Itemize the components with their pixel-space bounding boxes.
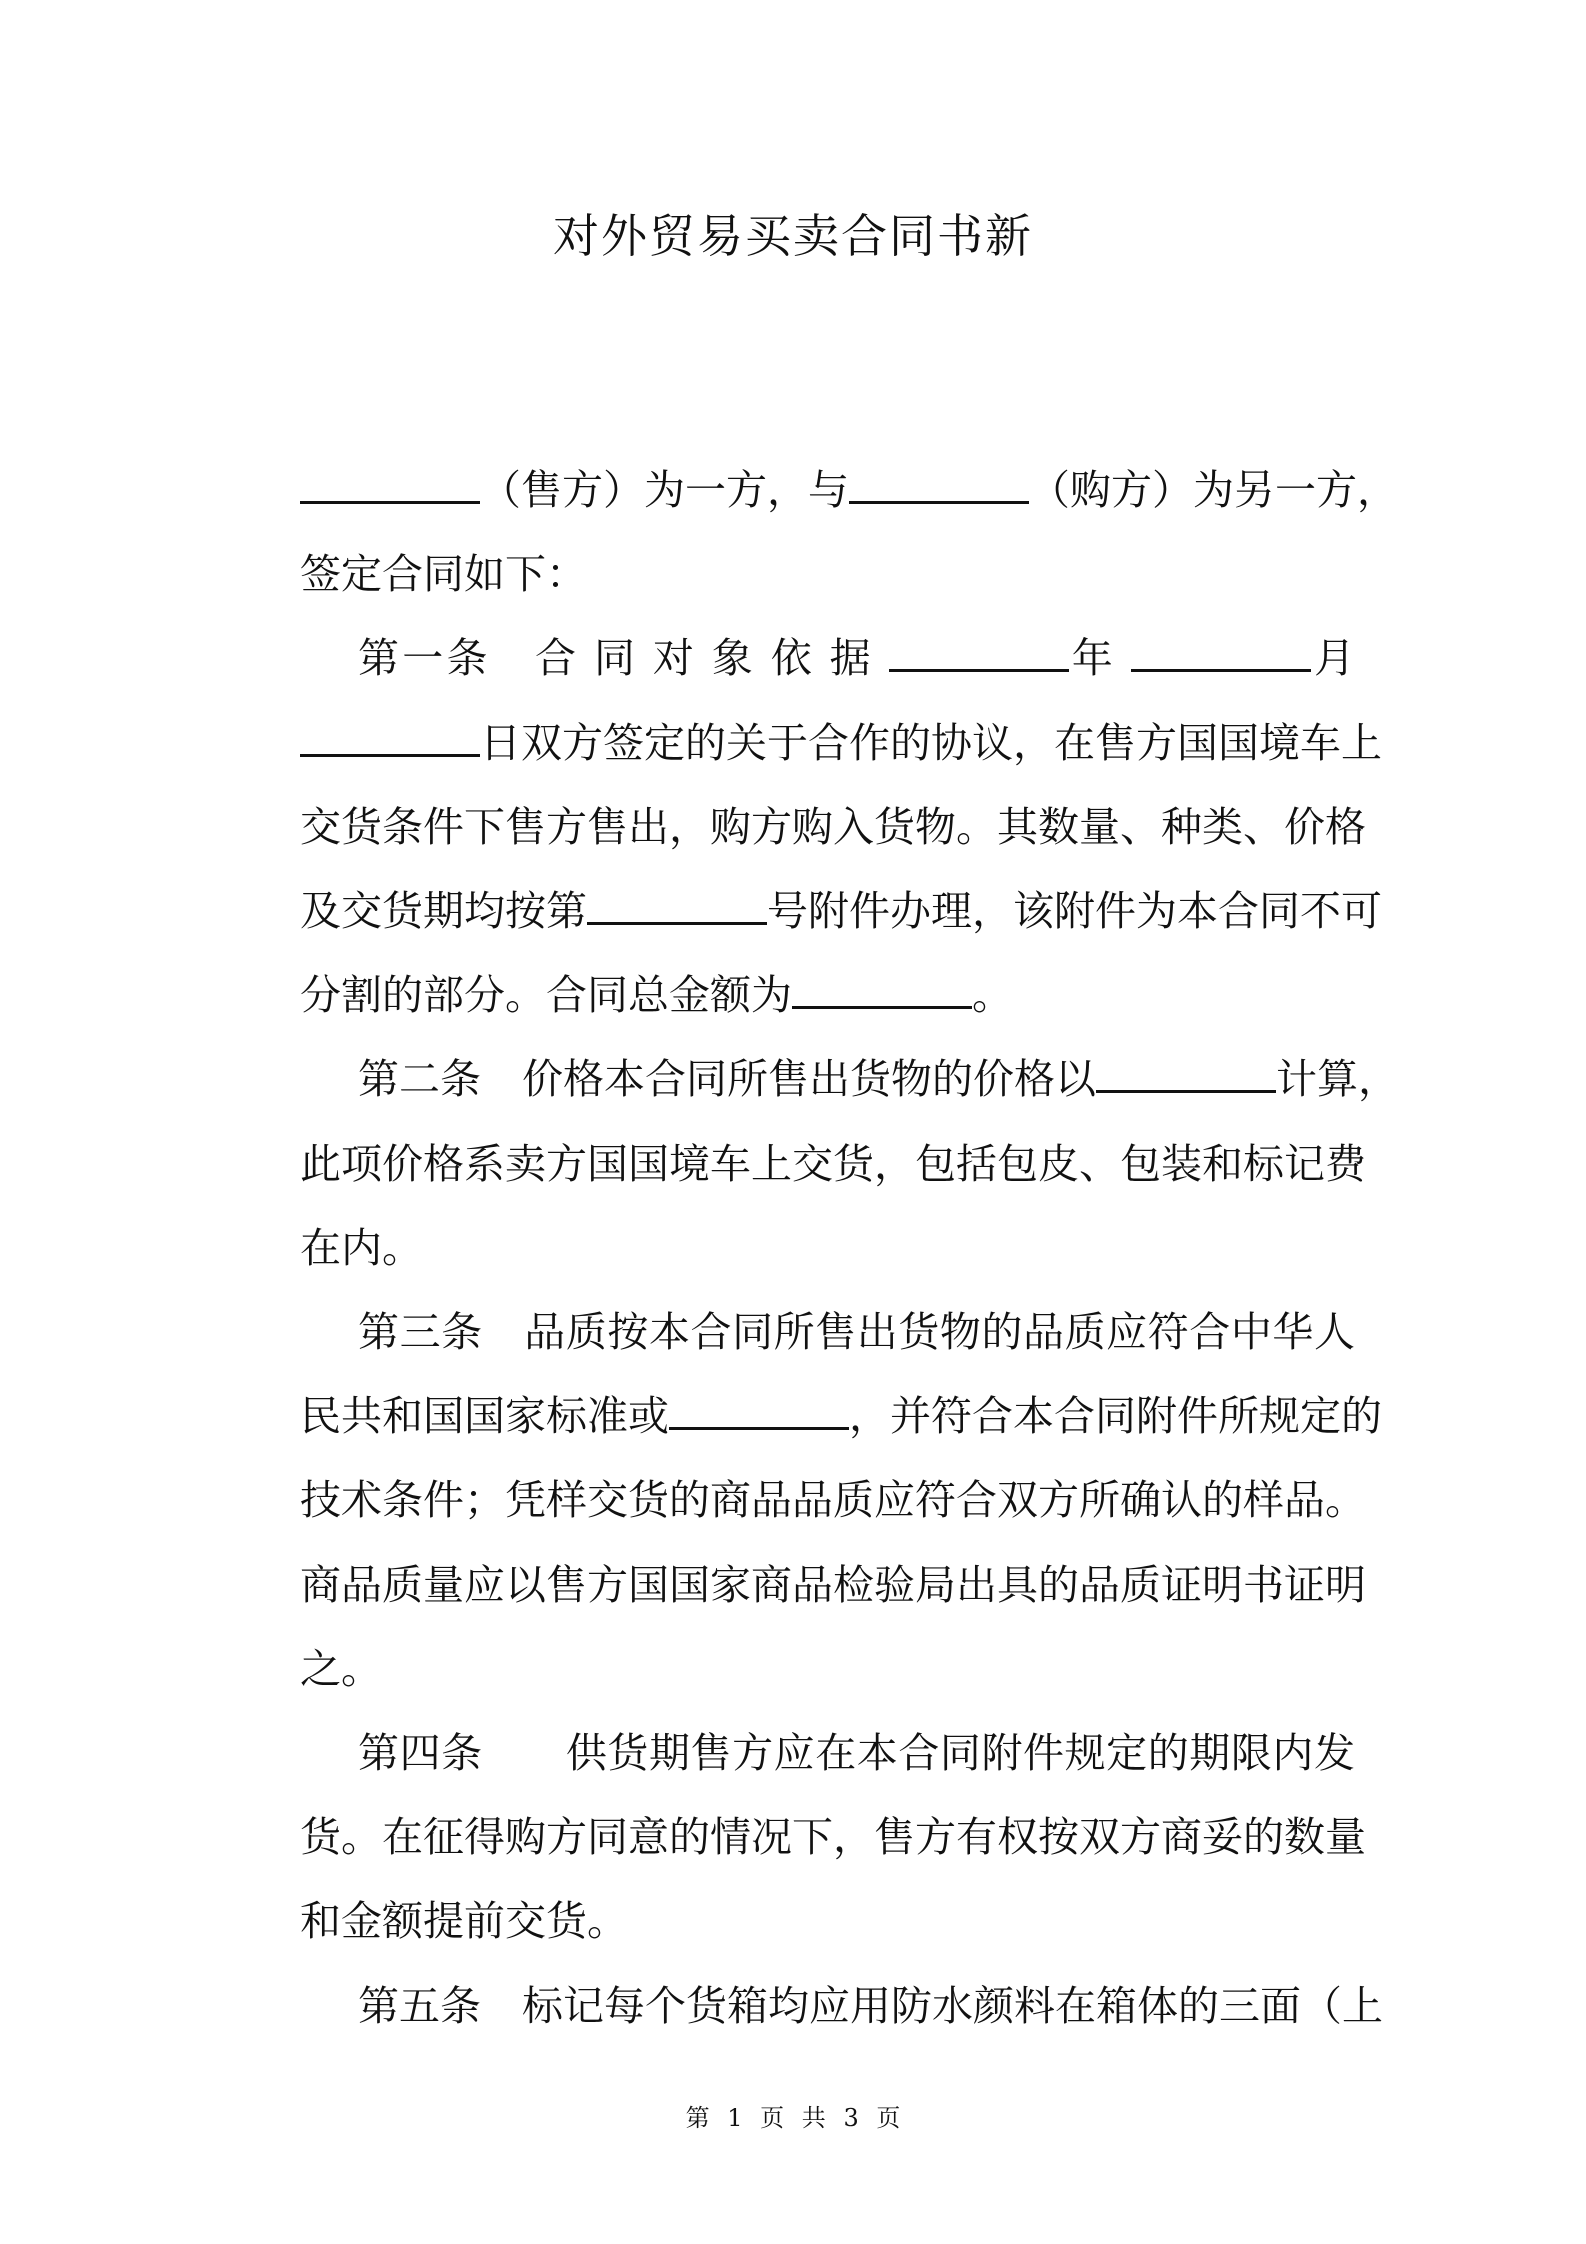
text-segment: 分割的部分。合同总金额为 [300,972,792,1019]
text-segment: 第二条 价格本合同所售出货物的价格以 [358,1056,1096,1103]
text-segment: 计算， [1276,1056,1399,1103]
text-line [300,1037,1399,1121]
document-title: 对外贸易买卖合同书新 [553,209,1033,263]
text-line [300,1711,1355,1795]
text-segment: 商品质量应以售方国国家商品检验局出具的品质证明书证明 [300,1561,1366,1608]
text-segment: 民共和国国家标准或 [300,1393,669,1440]
text-line [300,1290,1355,1374]
text-segment: 之。 [300,1645,382,1692]
text-segment: 第三条 品质按本合同所售出货物的品质应符合中华人 [358,1309,1355,1355]
text-segment: （购方）为另一方， [1029,467,1398,513]
text-segment: 货。在征得购方同意的情况下，售方有权按双方商妥的数量 [300,1814,1366,1861]
text-segment: 交货条件下售方售出，购方购入货物。其数量、种类、价格 [300,803,1366,850]
text-line [300,701,1382,785]
text-line [300,869,1382,953]
text-line [300,1543,1366,1627]
text-line [300,1964,1383,2048]
text-line [300,1122,1366,1206]
text-line [300,1206,1355,1290]
fill-in-blank [300,724,480,757]
fill-in-blank [300,471,480,504]
text-segment: ，并符合本合同附件所规定的 [849,1393,1382,1440]
page-footer: 第 1 页 共 3 页 [685,2104,901,2132]
text-segment: 技术条件；凭样交货的商品品质应符合双方所确认的样品。 [300,1477,1366,1524]
text-line [300,1627,1355,1711]
text-segment: 在内。 [300,1224,423,1271]
text-line [300,616,1355,700]
text-segment: 年 [1068,635,1131,682]
fill-in-blank [849,471,1029,504]
text-segment: 号附件办理，该附件为本合同不可 [767,888,1382,934]
text-segment: 签定合同如下： [300,551,587,598]
text-line [300,1374,1382,1458]
text-segment: 第五条 标记每个货箱均应用防水颜料在箱体的三面（上 [358,1982,1383,2029]
text-line [300,785,1366,869]
fill-in-blank [1131,639,1311,672]
fill-in-blank [792,976,972,1009]
text-segment: 第四条 供货期售方应在本合同附件规定的期限内发 [358,1730,1355,1776]
text-segment: 此项价格系卖方国国境车上交货，包括包皮、包装和标记费 [300,1140,1366,1187]
text-segment: 日双方签定的关于合作的协议，在售方国国境车上 [480,719,1382,766]
text-segment: 第一条 合 同 对 象 依 据 [358,635,889,682]
text-segment: 及交货期均按第 [300,888,587,934]
text-line [300,1795,1366,1879]
fill-in-blank [669,1397,849,1430]
fill-in-blank [889,639,1069,672]
text-line [300,1879,1355,1963]
fill-in-blank [587,892,767,925]
text-segment: （售方）为一方，与 [480,467,849,513]
text-segment: 月 [1310,635,1355,682]
text-line [300,953,1355,1037]
text-line [300,532,1355,616]
text-segment: 。 [972,972,1013,1019]
text-segment: 和金额提前交货。 [300,1898,628,1945]
fill-in-blank [1096,1060,1276,1093]
text-line [300,448,1398,532]
text-line [300,1458,1366,1542]
